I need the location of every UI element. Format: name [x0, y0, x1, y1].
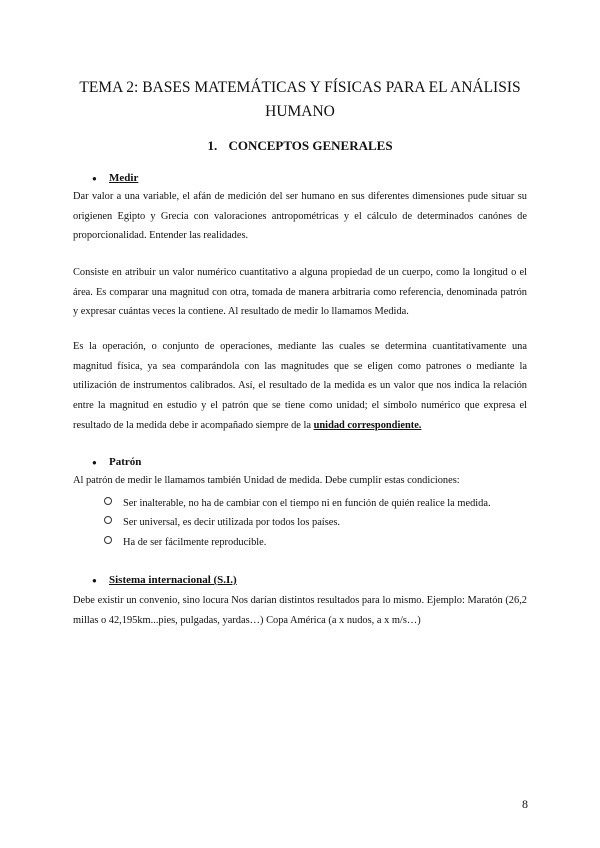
page-number: 8 — [522, 797, 528, 811]
heading-medir: ● Medir — [92, 172, 139, 184]
bullet-icon: ● — [92, 173, 97, 183]
patron-condition-2: Ser universal, es decir utilizada por todos los países. — [104, 516, 340, 530]
document-title: TEMA 2: BASES MATEMÁTICAS Y FÍSICAS PARA EL ANÁLISIS HUMANO — [79, 79, 521, 120]
circle-bullet-icon — [104, 536, 112, 544]
bullet-icon: ● — [92, 457, 97, 467]
patron-condition-1: Ser inalterable, no ha de cambiar con el tiempo ni en función de quién realice la medida. — [104, 497, 491, 511]
section-title-text: CONCEPTOS GENERALES — [228, 138, 393, 153]
heading-patron: ● Patrón — [92, 456, 142, 468]
heading-sistema-internacional: ● Sistema internacional (S.I.) — [92, 574, 237, 586]
patron-intro: Al patrón de medir le llamamos también Unidad de medida. Debe cumplir estas condiciones: — [73, 475, 460, 486]
section-heading — [60, 138, 540, 154]
patron-condition-3: Ha de ser fácilmente reproducible. — [104, 536, 266, 550]
bullet-icon: ● — [92, 575, 97, 585]
medir-paragraph-1: Dar valor a una variable, el afán de medición del ser humano en sus diferentes dimensiones pude situar su origienen Egipto y Grecia con valoraciones antropométricas y el cálculo de determinados canónes de proporcionalidad. Entender las realidades. — [73, 191, 527, 242]
circle-bullet-icon — [104, 516, 112, 524]
si-paragraph: Debe existir un convenio, sino locura Nos darían distintos resultados para lo mismo. Ejemplo: Maratón (26,2 millas o 42,195km...pies, pulgadas, yardas…) Copa América (a x nudos, a x m/s…) — [73, 595, 527, 626]
circle-bullet-icon — [104, 497, 112, 505]
medir-paragraph-3-text: Es la operación, o conjunto de operaciones, mediante las cuales se determina cuantitativamente una magnitud física, ya sea comparándola con las magnitudes que se eligen como patrones o mediante la utilización de instrumentos calibrados. Así, el resultado de la medida es un valor que nos indica la relación entre la magnitud en estudio y el patrón que se tiene como unidad; el símbolo numérico que expresa el resultado de la medida debe ir acompañado siempre de la — [73, 341, 527, 431]
unidad-correspondiente-emphasis: unidad correspondiente. — [313, 419, 422, 431]
section-number: 1. — [207, 138, 218, 153]
medir-paragraph-3 — [73, 337, 527, 436]
medir-paragraph-2: Consiste en atribuir un valor numérico cuantitativo a alguna propiedad de un cuerpo, como la longitud o el área. Es comparar una magnitud con otra, tomada de manera arbitraria como referencia, denominada patrón y expresar cuántas veces la contiene. Al resultado de medir lo llamamos Medida. — [73, 267, 527, 318]
